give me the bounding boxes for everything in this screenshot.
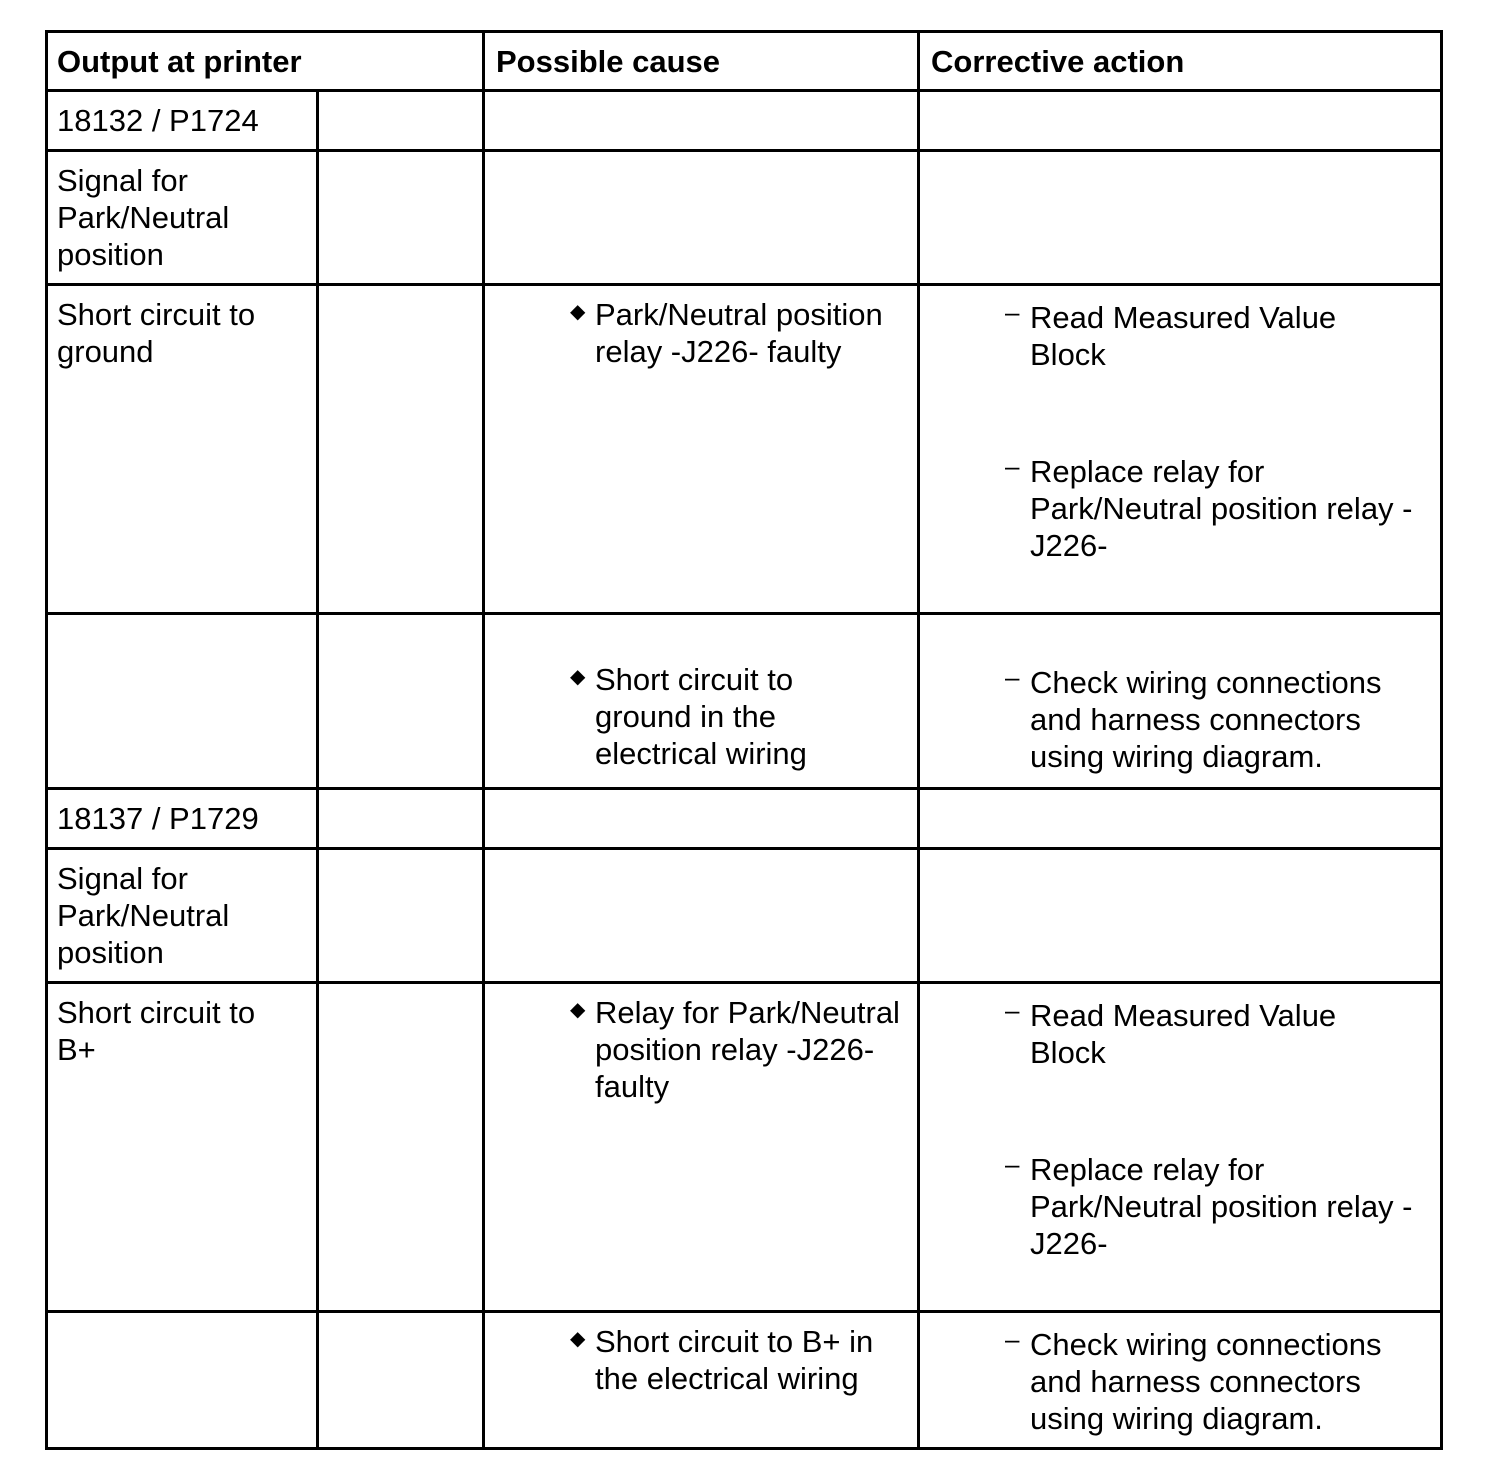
- action-item: [1005, 1151, 1435, 1262]
- rule-row: [45, 787, 1443, 790]
- action-text: Read Measured Value Block: [1030, 998, 1337, 1070]
- dash-icon: –: [1005, 451, 1020, 481]
- rule-bottom: [45, 1447, 1443, 1450]
- rule-top: [45, 30, 1443, 33]
- dash-icon: –: [1005, 662, 1020, 692]
- rule-row: [45, 981, 1443, 984]
- cause-text: Park/Neutral position relay -J226- faulty: [595, 297, 883, 369]
- signal-description: Signal for Park/Neutral position: [57, 163, 230, 272]
- fault-type: Short circuit to B+: [57, 995, 256, 1067]
- rule-row: [45, 612, 1443, 615]
- action-item: [1005, 664, 1435, 775]
- rule-header: [45, 89, 1443, 92]
- rule-right: [1440, 30, 1443, 1450]
- diamond-bullet-icon: ◆: [570, 666, 586, 688]
- rule-row: [45, 847, 1443, 850]
- cause-item: [570, 1323, 915, 1397]
- cause-text: Short circuit to ground in the electrical wiring: [595, 662, 807, 771]
- action-text: Replace relay for Park/Neutral position relay -J226-: [1030, 1152, 1413, 1261]
- cause-item: [570, 994, 915, 1105]
- action-item: [1005, 997, 1435, 1071]
- action-item: [1005, 1326, 1435, 1437]
- header-output-at-printer: Output at printer: [57, 44, 302, 79]
- fault-type: Short circuit to ground: [57, 297, 256, 369]
- action-text: Replace relay for Park/Neutral position relay -J226-: [1030, 454, 1413, 563]
- rule-row: [45, 283, 1443, 286]
- action-text: Check wiring connections and harness connectors using wiring diagram.: [1030, 1327, 1382, 1436]
- action-text: Check wiring connections and harness connectors using wiring diagram.: [1030, 665, 1382, 774]
- diamond-bullet-icon: ◆: [570, 1328, 586, 1350]
- action-item: [1005, 453, 1435, 564]
- cause-text: Relay for Park/Neutral position relay -J226- faulty: [595, 995, 900, 1104]
- diamond-bullet-icon: ◆: [570, 301, 586, 323]
- action-item: [1005, 299, 1435, 373]
- cause-item: [570, 661, 915, 772]
- rule-col-sub: [316, 89, 319, 1450]
- header-corrective-action: Corrective action: [931, 44, 1185, 79]
- dash-icon: –: [1005, 297, 1020, 327]
- action-text: Read Measured Value Block: [1030, 300, 1337, 372]
- dash-icon: –: [1005, 995, 1020, 1025]
- signal-description: Signal for Park/Neutral position: [57, 861, 230, 970]
- cause-text: Short circuit to B+ in the electrical wiring: [595, 1324, 874, 1396]
- fault-code: 18132 / P1724: [57, 103, 259, 138]
- fault-code: 18137 / P1729: [57, 801, 259, 836]
- dash-icon: –: [1005, 1149, 1020, 1179]
- header-possible-cause: Possible cause: [496, 44, 721, 79]
- diagnostic-table: [45, 30, 1443, 1450]
- rule-col2: [482, 30, 485, 1450]
- rule-row: [45, 149, 1443, 152]
- dash-icon: –: [1005, 1324, 1020, 1354]
- rule-left: [45, 30, 48, 1450]
- cause-item: [570, 296, 915, 370]
- rule-row: [45, 1310, 1443, 1313]
- diamond-bullet-icon: ◆: [570, 999, 586, 1021]
- rule-col3: [917, 30, 920, 1450]
